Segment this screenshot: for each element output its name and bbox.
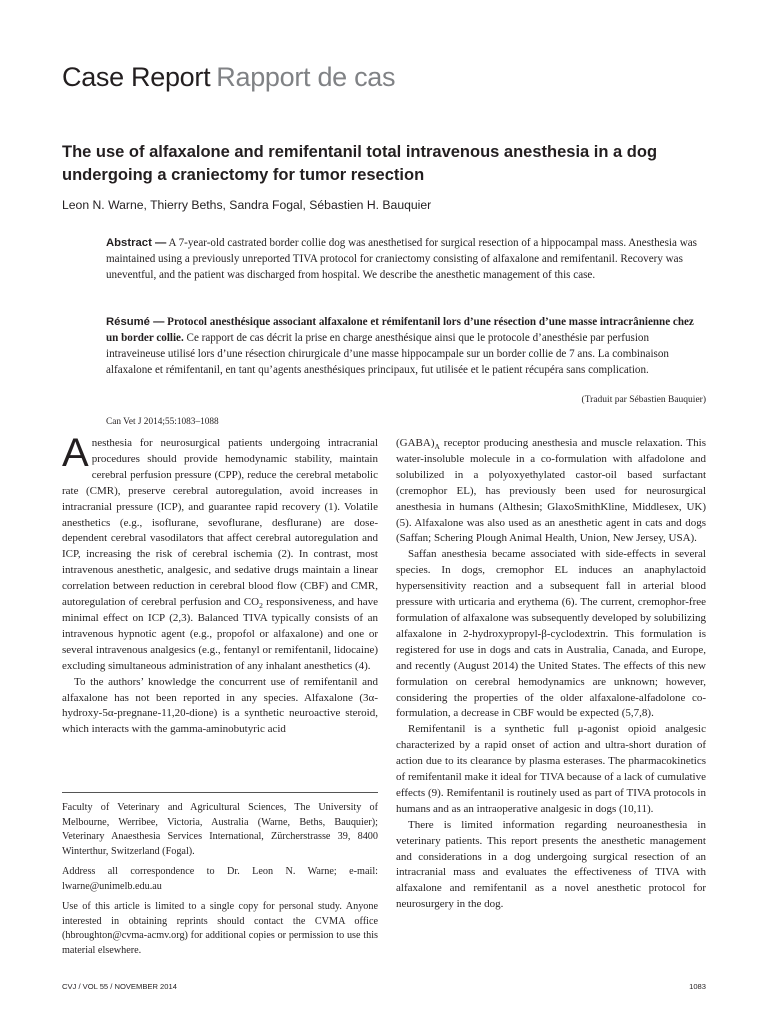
footnote-block — [62, 792, 378, 964]
abstract-text: A 7-year-old castrated border collie dog was anesthetised for surgical resection of a hippocampal mass. Anesthesia was maintained using a previously unreported TIVA protocol for craniectomy consisting of alfaxalone and remifentanil. Recovery was uneventful, and the patient was discharged from hospital. We describe the anesthetic management of this case. — [106, 237, 697, 281]
abstract-english — [106, 235, 706, 283]
correspondence-note: Address all correspondence to Dr. Leon N. Warne; e-mail: lwarne@unimelb.edu.au — [62, 866, 378, 892]
body-paragraph — [396, 436, 706, 547]
body-paragraph: There is limited information regarding neuroanesthesia in veterinary patients. This report presents the anesthetic management and considerations in a dog undergoing surgical resection of an intracranial mass and evaluates the effectiveness of TIVA with alfaxalone and remifentanil as a novel anesthetic protocol for neurosurgery in the dog. — [396, 818, 706, 911]
body-text: receptor producing anesthesia and muscle relaxation. This water-insoluble molecule in a co-formulation with alfadolone and solubilized in a polyoxyethylated castor-oil based surfactant (cremophor EL), has previously been used for neurosurgical anesthesia in humans (Althesin; GlaxoSmithKline, Middlesex, UK) (5). Alfaxalone was also used as an anesthetic agent in cats and dogs (Saffan; Schering Plough Animal Health, Union, New Jersey, USA). — [396, 437, 706, 545]
section-header — [62, 62, 395, 93]
section-label-fr: Rapport de cas — [216, 62, 396, 92]
body-paragraph: Remifentanil is a synthetic full μ-agonist opioid analgesic characterized by a rapid onset of action and ultra-short duration of action due to its clearance by plasma esterases. The pharmacokinetics of remifentanil make it ideal for TIVA because of a lack of cumulative effects (9). Remifentanil is routinely used as part of TIVA protocols in humans and as an intraoperative analgesic in dogs (10,11). — [396, 723, 706, 815]
body-text: (GABA) — [396, 437, 435, 449]
body-paragraph: To the authors’ knowledge the concurrent use of remifentanil and alfaxalone has not been reported in any species. Alfaxalone (3α-hydroxy-5α-pregnane-11,20-dione) is a synthetic neuroactive steroid, which interacts with the gamma-aminobutyric acid — [62, 675, 378, 736]
resume-label: Résumé — — [106, 316, 165, 328]
body-column-left — [62, 431, 378, 738]
page-number: 1083 — [689, 982, 706, 991]
body-paragraph — [62, 431, 378, 675]
translator-credit: (Traduit par Sébastien Bauquier) — [581, 395, 706, 405]
drop-cap: A — [62, 431, 89, 475]
section-label-en: Case Report — [62, 62, 211, 92]
body-text: nesthesia for neurosurgical patients undergoing intracranial procedures should provide hemodynamic stability, maintain cerebral perfusion pressure (CPP), reduce the cerebral metabolic rate (CMR), preserve cerebral autoregulation, avoid increases in intracranial pressure (ICP), and guarantee rapid recovery (1). Volatile anesthetics (e.g., isoflurane, sevoflurane, desflurane) are dose-dependent cerebral vasodilators that affect cerebral autoregulation and ICP, increasing the risk of cerebral ischemia (2). In contrast, most intravenous anesthetic, analgesic, and sedative drugs maintain a linear correlation between reduction in cerebral blood flow (CBF) and CMR, autoregulation of cerebral perfusion and CO — [62, 437, 378, 609]
body-text: responsiveness, and have minimal effect on ICP (2,3). Balanced TIVA typically consists of an intravenous hypnotic agent (e.g., propofol or alfaxalone) and one or several intravenous analgesics (e.g., fentanyl or remifentanil, lidocaine) excluding simultaneous administration of any inhalant anesthetics (4). — [62, 596, 378, 672]
abstract-french — [106, 314, 706, 378]
author-list: Leon N. Warne, Thierry Beths, Sandra Fogal, Sébastien H. Bauquier — [62, 198, 432, 212]
subscript: 2 — [259, 601, 263, 611]
abstract-label: Abstract — — [106, 237, 167, 249]
body-column-right — [396, 436, 706, 913]
resume-text: Ce rapport de cas décrit la prise en charge anesthésique ainsi que le protocole d’anesthésie par perfusion intraveineuse utilisé lors d’une résection chirurgicale d’une masse hippocampale sur un border collie de 7 ans. La combinaison alfaxalone et rémifentanil, en tant qu’agents anesthésiques principaux, fut utilisée et le patient récupéra sans complication. — [106, 332, 669, 376]
article-title: The use of alfaxalone and remifentanil total intravenous anesthesia in a dog undergoing a craniectomy for tumor resection — [62, 143, 658, 184]
journal-footer: CVJ / VOL 55 / NOVEMBER 2014 — [62, 982, 177, 991]
subscript: A — [434, 442, 440, 451]
resume-title: Protocol anesthésique associant alfaxalone et rémifentanil lors d’une résection d’une masse intracrânienne chez un border collie. — [106, 316, 694, 344]
body-paragraph: Saffan anesthesia became associated with side-effects in several species. In dogs, cremophor EL induces an anaphylactoid hypersensitivity reaction and a subsequent fall in arterial blood pressure with urticaria and erythema (6). The current, cremophor-free formulation of alfaxalone was subsequently developed by solubilizing alfaxalone in 2-hydroxypropyl-β-cyclodextrin. This formulation is registered for use in dogs and cats in Australia, Canada, and Europe, and recently (August 2014) the United States. The effects of this new formulation on cerebral hemodynamics are unknown; however, considering the properties of the older alfaxalone-alfadolone co-formulation, a decrease in CBF would be expected (5,7,8). — [396, 548, 706, 720]
reprints-note: Use of this article is limited to a single copy for personal study. Anyone interested in obtaining reprints should contact the CVMA office (hbroughton@cvma-acmv.org) for additional copies or permission to use this material elsewhere. — [62, 901, 378, 956]
citation: Can Vet J 2014;55:1083–1088 — [106, 417, 219, 427]
affiliation-note: Faculty of Veterinary and Agricultural Sciences, The University of Melbourne, Werribee, Victoria, Australia (Warne, Beths, Bauquier); Veterinary Anaesthesia Services International, Zürcherstrasse 39, 8400 Winterthur, Switzerland (Fogal). — [62, 802, 378, 857]
